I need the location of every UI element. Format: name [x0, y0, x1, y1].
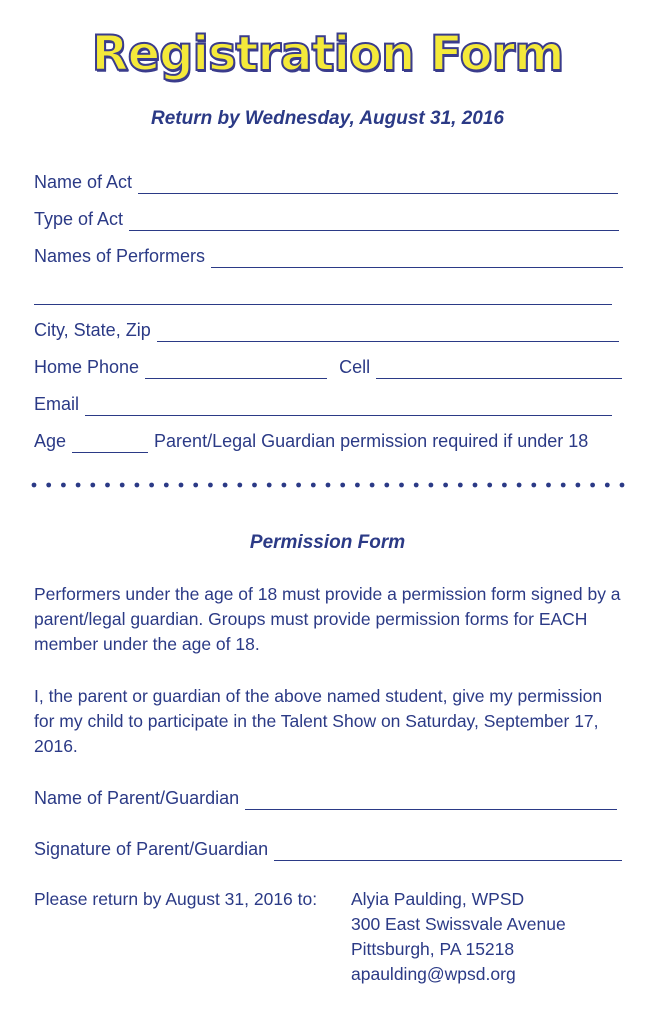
divider-dot	[164, 483, 169, 488]
type-of-act-row	[34, 207, 619, 231]
type-of-act-label: Type of Act	[34, 209, 124, 229]
address-name: Alyia Paulding, WPSD	[351, 889, 525, 909]
names-of-performers-label: Names of Performers	[34, 246, 206, 266]
city-state-zip-label: City, State, Zip	[34, 320, 151, 340]
divider-dot	[179, 483, 184, 488]
cell-label: Cell	[339, 357, 371, 377]
city-state-zip-field[interactable]	[157, 323, 619, 342]
divider-dot	[105, 483, 110, 488]
name-of-act-row	[34, 170, 618, 194]
email-field[interactable]	[85, 397, 612, 416]
permission-paragraph-2: I, the parent or guardian of the above named student, give my permission for my child to participate in the Talent Show on Saturday, September 17, 2016.	[34, 686, 603, 756]
divider-dot	[208, 483, 213, 488]
parent-name-field[interactable]	[245, 791, 617, 810]
divider-dot	[326, 483, 331, 488]
cell-field[interactable]	[376, 360, 622, 379]
address-city: Pittsburgh, PA 15218	[351, 939, 515, 959]
divider-dot	[502, 483, 507, 488]
name-of-act-label: Name of Act	[34, 172, 133, 192]
divider-dot	[90, 483, 95, 488]
age-row	[34, 429, 588, 453]
divider-dot	[531, 483, 536, 488]
age-note: Parent/Legal Guardian permission required if under 18	[154, 431, 589, 451]
divider-dot	[546, 483, 551, 488]
divider-dot	[561, 483, 566, 488]
return-instructions: Please return by August 31, 2016 to:	[34, 889, 318, 909]
divider-dot	[237, 483, 242, 488]
divider-dot	[149, 483, 154, 488]
divider-dot	[487, 483, 492, 488]
divider-dot	[605, 483, 610, 488]
home-phone-field[interactable]	[145, 360, 327, 379]
divider-dot	[267, 483, 272, 488]
divider-dot	[355, 483, 360, 488]
parent-name-label: Name of Parent/Guardian	[34, 788, 240, 808]
city-state-zip-row	[34, 318, 619, 342]
divider-dot	[193, 483, 198, 488]
divider-dot	[311, 483, 316, 488]
divider-dot	[370, 483, 375, 488]
type-of-act-field[interactable]	[129, 212, 619, 231]
divider-dot	[61, 483, 66, 488]
divider-dot	[120, 483, 125, 488]
divider-dot	[620, 483, 625, 488]
form-title: Registration Form	[91, 26, 564, 82]
divider-dot	[458, 483, 463, 488]
names-of-performers-field[interactable]	[211, 249, 623, 268]
divider-dot	[135, 483, 140, 488]
parent-signature-label: Signature of Parent/Guardian	[34, 839, 269, 859]
divider-dot	[590, 483, 595, 488]
divider-dot	[76, 483, 81, 488]
divider-dot	[399, 483, 404, 488]
divider-dot	[46, 483, 51, 488]
age-field[interactable]	[72, 434, 148, 453]
email-label: Email	[34, 394, 80, 414]
name-of-act-field[interactable]	[138, 175, 618, 194]
phone-row	[34, 355, 622, 379]
divider-dot	[32, 483, 37, 488]
home-phone-label: Home Phone	[34, 357, 140, 377]
address-street: 300 East Swissvale Avenue	[351, 914, 566, 934]
divider-dot	[429, 483, 434, 488]
divider-dot	[517, 483, 522, 488]
divider-dot	[296, 483, 301, 488]
divider-dot	[340, 483, 345, 488]
divider-dot	[414, 483, 419, 488]
parent-name-row	[34, 786, 617, 810]
age-label: Age	[34, 431, 67, 451]
permission-form-title: Permission Form	[249, 532, 406, 553]
email-row	[34, 392, 612, 416]
address-email[interactable]: apaulding@wpsd.org	[351, 964, 516, 984]
divider-dot	[576, 483, 581, 488]
divider-dot	[282, 483, 287, 488]
divider-dot	[252, 483, 257, 488]
parent-signature-row	[34, 837, 622, 861]
dotted-divider	[28, 479, 628, 491]
divider-dot	[473, 483, 478, 488]
names-of-performers-field-2[interactable]	[34, 286, 612, 305]
divider-dot	[384, 483, 389, 488]
names-of-performers-row-2	[34, 281, 612, 305]
divider-dot	[443, 483, 448, 488]
names-of-performers-row	[34, 244, 623, 268]
divider-dot	[223, 483, 228, 488]
permission-paragraph-1: Performers under the age of 18 must provide a permission form signed by a parent/legal guardian. Groups must provide permission forms for EACH member under the age of 18.	[34, 584, 621, 654]
parent-signature-field[interactable]	[274, 842, 622, 861]
return-address	[351, 887, 566, 987]
return-deadline: Return by Wednesday, August 31, 2016	[150, 108, 504, 129]
